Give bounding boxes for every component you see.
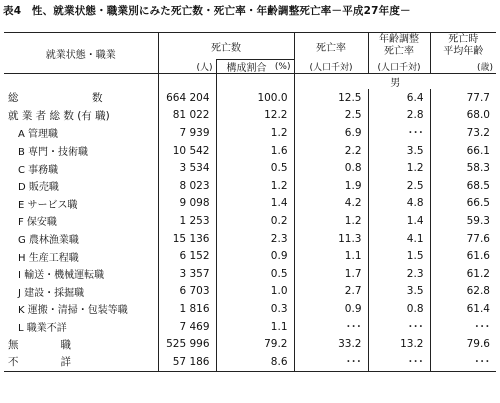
cell-rate: 11.3 [294,230,368,248]
cell-deaths: 9 098 [158,195,216,213]
header-mean-age-unit: (歳) [430,60,496,74]
cell-share: 1.6 [216,142,294,160]
table-row [4,159,496,177]
cell-mean-age: 79.6 [430,335,496,353]
cell-adjusted-rate: ･･･ [368,124,430,142]
mortality-table [4,32,496,372]
table-row [4,230,496,248]
cell-mean-age: 73.2 [430,124,496,142]
row-label: 不 詳 [4,353,158,371]
cell-adjusted-rate: 1.5 [368,247,430,265]
cell-adjusted-rate: 13.2 [368,335,430,353]
table-row [4,335,496,353]
cell-adjusted-rate: 3.5 [368,142,430,160]
table-row [4,247,496,265]
header-adjusted-rate-unit: (人口千対) [368,60,430,74]
cell-rate: ･･･ [294,353,368,371]
cell-rate: 12.5 [294,89,368,107]
cell-share: 1.1 [216,318,294,336]
cell-adjusted-rate: 4.8 [368,195,430,213]
cell-rate: 1.7 [294,265,368,283]
header-share-label: 構成割合 [226,63,267,74]
cell-adjusted-rate: 6.4 [368,89,430,107]
cell-mean-age: 66.1 [430,142,496,160]
cell-deaths: 81 022 [158,107,216,125]
cell-adjusted-rate: 3.5 [368,283,430,301]
cell-rate: 1.1 [294,247,368,265]
table-row [4,142,496,160]
header-adjusted-rate-line2: 死亡率 [384,46,414,58]
cell-mean-age: ･･･ [430,353,496,371]
cell-share: 0.5 [216,159,294,177]
cell-deaths: 6 152 [158,247,216,265]
cell-mean-age: 61.4 [430,300,496,318]
row-label: K 運搬・清掃・包装等職 [18,305,128,317]
table-row [4,212,496,230]
sex-row-blank [4,74,158,90]
cell-share: 0.9 [216,247,294,265]
row-label: 無 職 [8,338,71,351]
header-adjusted-rate [368,33,430,60]
cell-rate: 2.2 [294,142,368,160]
header-deaths-unit: (人) [158,60,216,74]
cell-mean-age: 61.6 [430,247,496,265]
row-label: G 農林漁業職 [18,235,79,247]
table-title: 表4 性、就業状態・職業別にみた死亡数・死亡率・年齢調整死亡率－平成27年度－ [3,5,411,17]
cell-share: 0.5 [216,265,294,283]
cell-mean-age: 61.2 [430,265,496,283]
cell-mean-age: 59.3 [430,212,496,230]
table-row [4,318,496,336]
cell-deaths: 7 469 [158,318,216,336]
cell-rate: 0.8 [294,159,368,177]
cell-deaths: 6 703 [158,283,216,301]
cell-rate: 2.7 [294,283,368,301]
row-label: I 輸送・機械運転職 [18,270,105,282]
cell-mean-age: 58.3 [430,159,496,177]
table-row [4,195,496,213]
row-label: C 事務職 [18,164,59,176]
cell-rate: ･･･ [294,318,368,336]
cell-adjusted-rate: 1.2 [368,159,430,177]
cell-rate: 4.2 [294,195,368,213]
cell-share: 1.4 [216,195,294,213]
cell-adjusted-rate: 2.3 [368,265,430,283]
cell-adjusted-rate: ･･･ [368,353,430,371]
sex-row-blank [158,74,216,90]
cell-deaths: 1 816 [158,300,216,318]
cell-deaths: 525 996 [158,335,216,353]
cell-adjusted-rate: 2.5 [368,177,430,195]
cell-deaths: 3 534 [158,159,216,177]
cell-adjusted-rate: 1.4 [368,212,430,230]
table-row [4,353,496,371]
cell-share: 8.6 [216,353,294,371]
cell-deaths: 1 253 [158,212,216,230]
row-label: H 生産工程職 [18,252,79,264]
cell-share: 79.2 [216,335,294,353]
header-share-unit: (%) [274,61,291,72]
sex-label: 男 [294,74,496,90]
cell-mean-age: 77.7 [430,89,496,107]
table-row [4,177,496,195]
row-label: B 専門・技術職 [18,147,89,159]
cell-share: 0.3 [216,300,294,318]
row-label: A 管理職 [18,129,59,141]
row-label: L 職業不詳 [18,323,67,335]
row-label: J 建設・採掘職 [18,287,85,299]
cell-deaths: 7 939 [158,124,216,142]
cell-mean-age: 77.6 [430,230,496,248]
header-adjusted-rate-line1: 年齢調整 [379,34,419,46]
row-label: F 保安職 [18,217,57,229]
cell-rate: 33.2 [294,335,368,353]
header-rate: 死亡率 [294,33,368,60]
cell-share: 1.2 [216,124,294,142]
cell-mean-age: 68.5 [430,177,496,195]
row-label: D 販売職 [18,182,59,194]
cell-deaths: 10 542 [158,142,216,160]
cell-adjusted-rate: 2.8 [368,107,430,125]
header-mean-age-line1: 死亡時 [448,34,479,46]
cell-share: 1.0 [216,283,294,301]
cell-rate: 1.9 [294,177,368,195]
cell-deaths: 664 204 [158,89,216,107]
cell-deaths: 57 186 [158,353,216,371]
cell-mean-age: 62.8 [430,283,496,301]
table-row [4,283,496,301]
header-mean-age [430,33,496,60]
cell-share: 2.3 [216,230,294,248]
cell-mean-age: 68.0 [430,107,496,125]
cell-adjusted-rate: 4.1 [368,230,430,248]
row-label: 総 数 [8,92,103,105]
cell-share: 12.2 [216,107,294,125]
cell-share: 0.2 [216,212,294,230]
table-row [4,107,496,125]
row-label: E サービス職 [18,199,78,211]
cell-adjusted-rate: ･･･ [368,318,430,336]
cell-share: 1.2 [216,177,294,195]
cell-mean-age: ･･･ [430,318,496,336]
cell-rate: 2.5 [294,107,368,125]
header-category: 就業状態・職業 [4,33,158,74]
cell-deaths: 15 136 [158,230,216,248]
cell-deaths: 3 357 [158,265,216,283]
cell-adjusted-rate: 0.8 [368,300,430,318]
header-mean-age-line2: 平均年齢 [443,46,484,58]
table-row [4,300,496,318]
table-row [4,89,496,107]
header-share [216,60,294,74]
cell-rate: 6.9 [294,124,368,142]
header-rate-unit: (人口千対) [294,60,368,74]
sex-row-blank [216,74,294,90]
table-row [4,124,496,142]
cell-rate: 0.9 [294,300,368,318]
table-row [4,265,496,283]
cell-mean-age: 66.5 [430,195,496,213]
row-label: 就 業 者 総 数 (有 職) [8,109,110,122]
cell-deaths: 8 023 [158,177,216,195]
header-deaths: 死亡数 [158,33,294,60]
cell-share: 100.0 [216,89,294,107]
cell-rate: 1.2 [294,212,368,230]
